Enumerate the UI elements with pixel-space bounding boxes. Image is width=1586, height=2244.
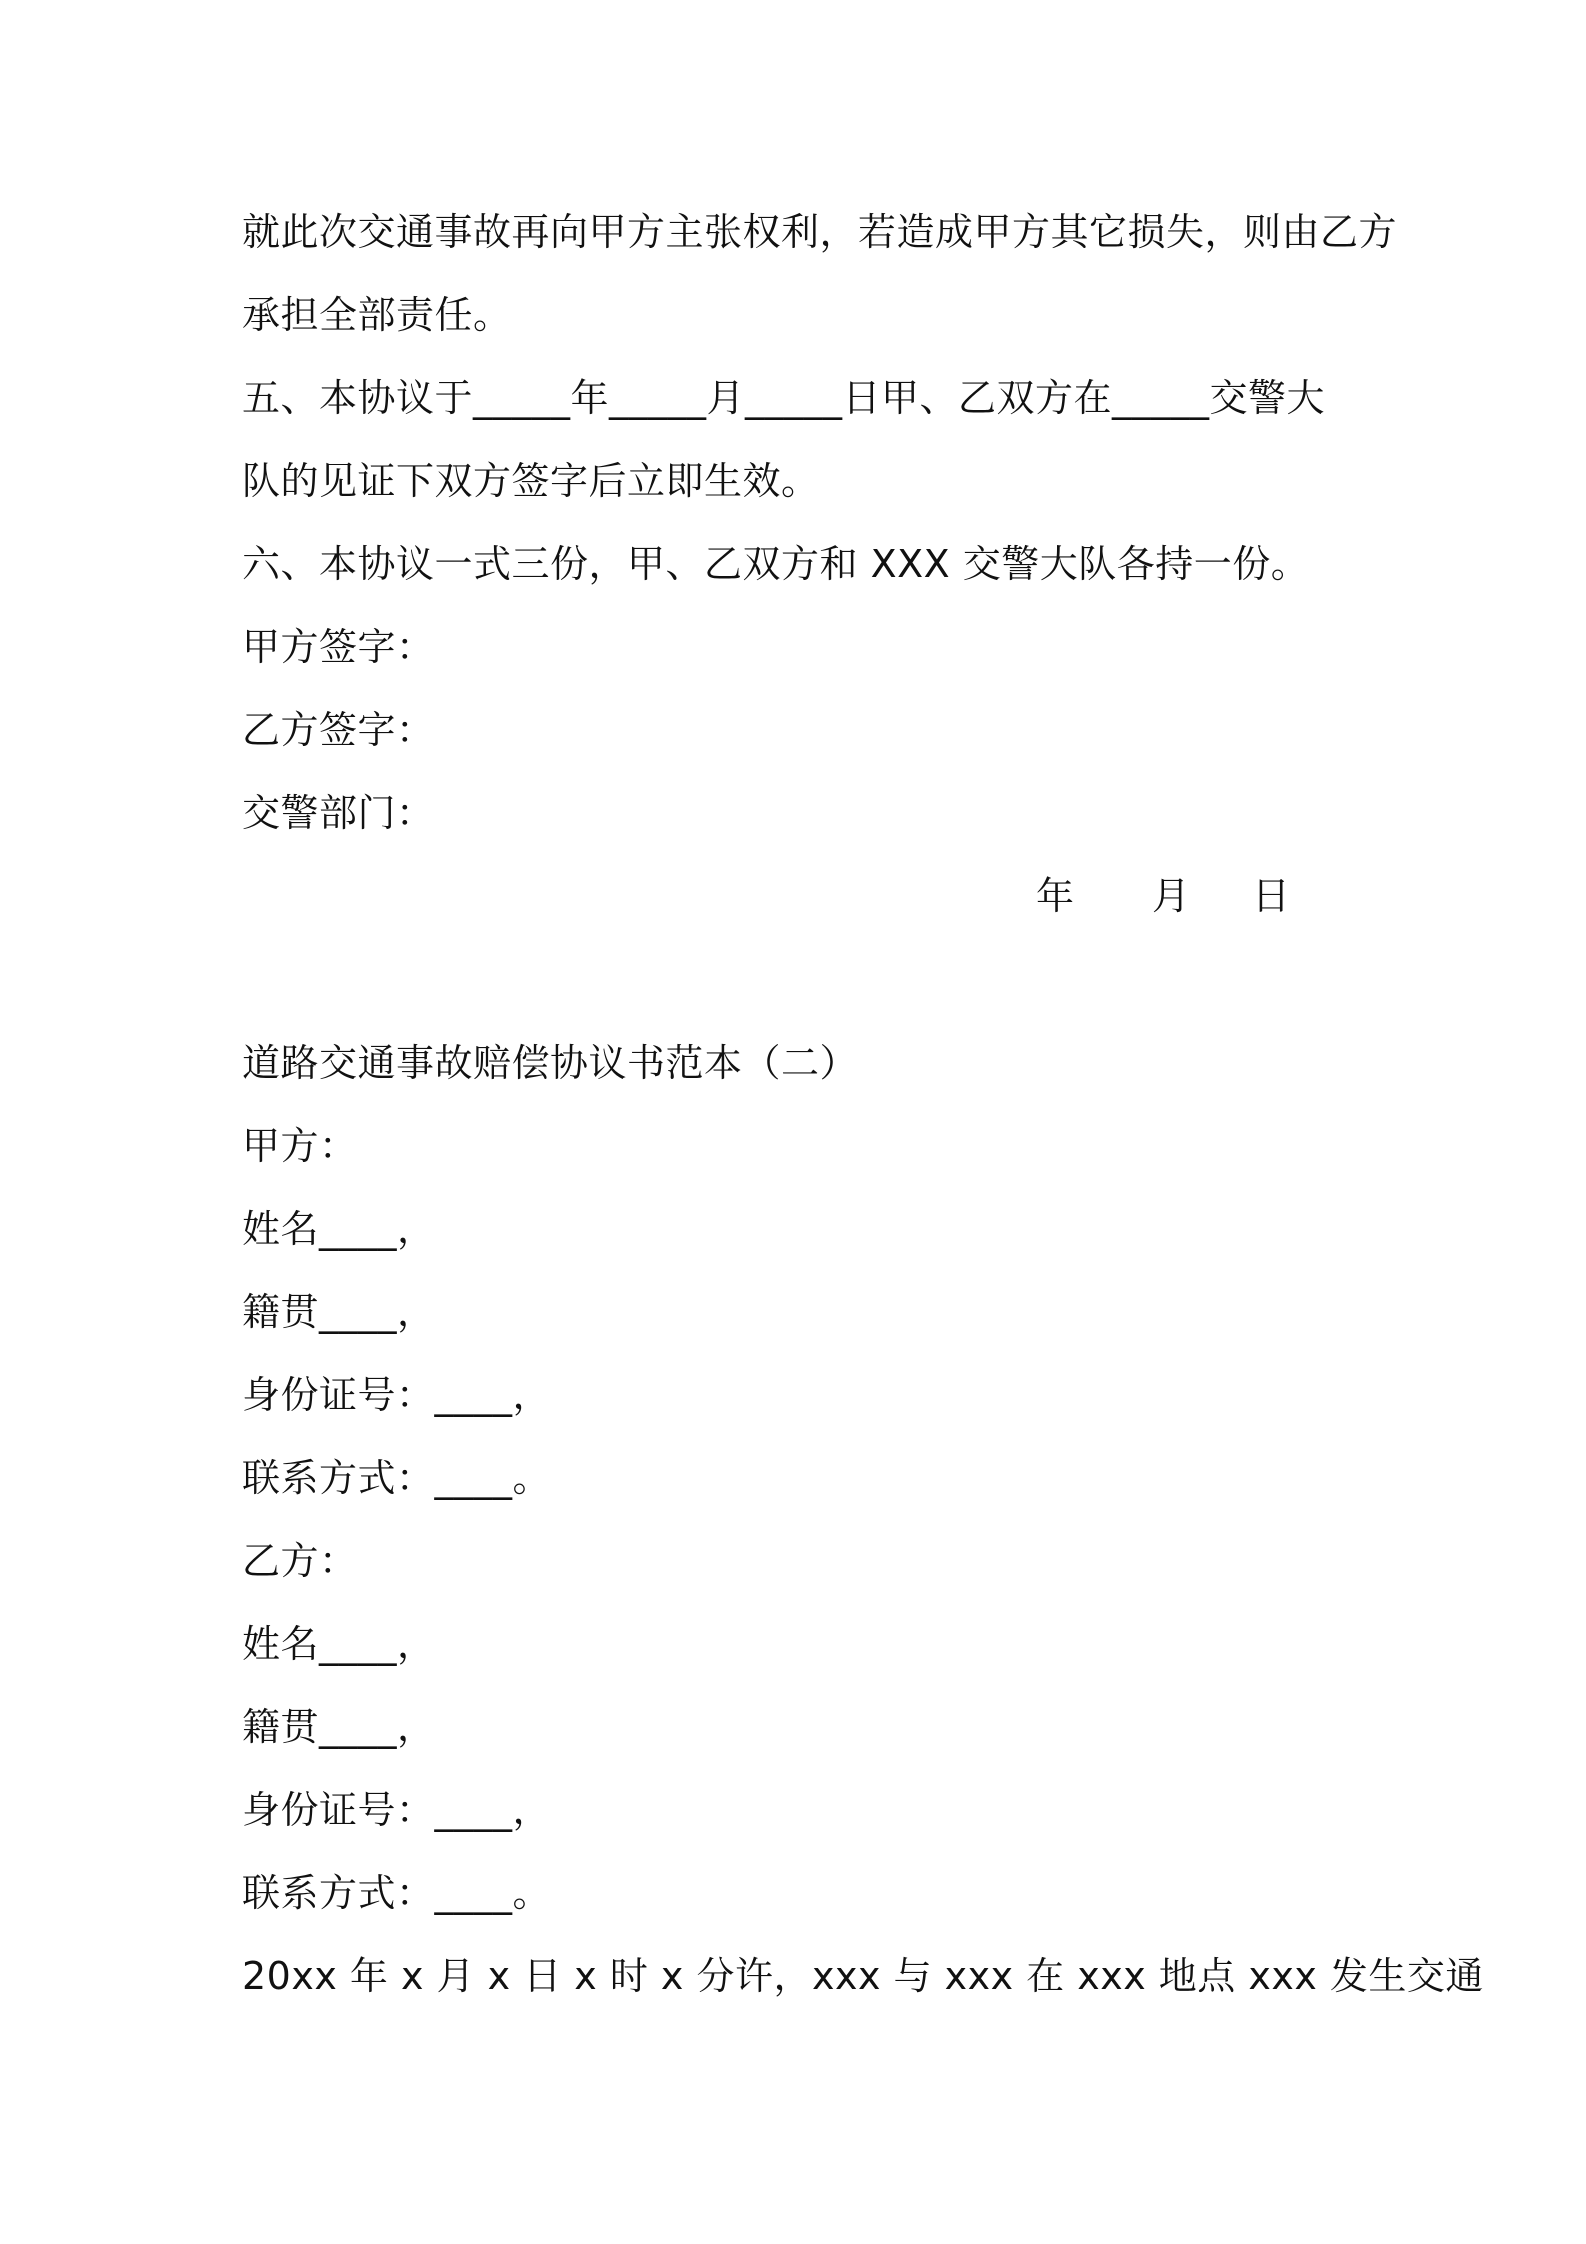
party-b-hometown: 籍贯____， [242, 1705, 436, 1749]
section-title: 道路交通事故赔偿协议书范本（二） [242, 1041, 859, 1085]
party-a-signature-label: 甲方签字： [242, 625, 435, 669]
date-month-label: 月 [1152, 874, 1191, 918]
party-b-label: 乙方： [242, 1539, 358, 1583]
party-a-contact: 联系方式：____。 [242, 1456, 552, 1500]
text-line: 队的见证下双方签字后立即生效。 [242, 459, 820, 503]
clause-six: 六、本协议一式三份，甲、乙双方和 XXX 交警大队各持一份。 [242, 542, 1310, 586]
party-b-contact: 联系方式：____。 [242, 1871, 552, 1915]
clause-five: 五、本协议于_____年_____月_____日甲、乙双方在_____交警大 [242, 376, 1326, 420]
date-year-label: 年 [1036, 874, 1075, 918]
text-line: 就此次交通事故再向甲方主张权利，若造成甲方其它损失，则由乙方 [242, 210, 1398, 254]
party-a-id: 身份证号：____， [242, 1373, 552, 1417]
party-b-name: 姓名____， [242, 1622, 436, 1666]
party-b-id: 身份证号：____， [242, 1788, 552, 1832]
party-a-hometown: 籍贯____， [242, 1290, 436, 1334]
incident-description: 20xx 年 x 月 x 日 x 时 x 分许，xxx 与 xxx 在 xxx 地点 xxx 发生交通 [242, 1954, 1484, 1998]
party-b-signature-label: 乙方签字： [242, 708, 435, 752]
traffic-police-label: 交警部门： [242, 791, 435, 835]
party-a-label: 甲方： [242, 1124, 358, 1168]
signature-date [1036, 872, 1290, 920]
text-line: 承担全部责任。 [242, 293, 512, 337]
date-day-label: 日 [1252, 874, 1291, 918]
party-a-name: 姓名____， [242, 1207, 436, 1251]
